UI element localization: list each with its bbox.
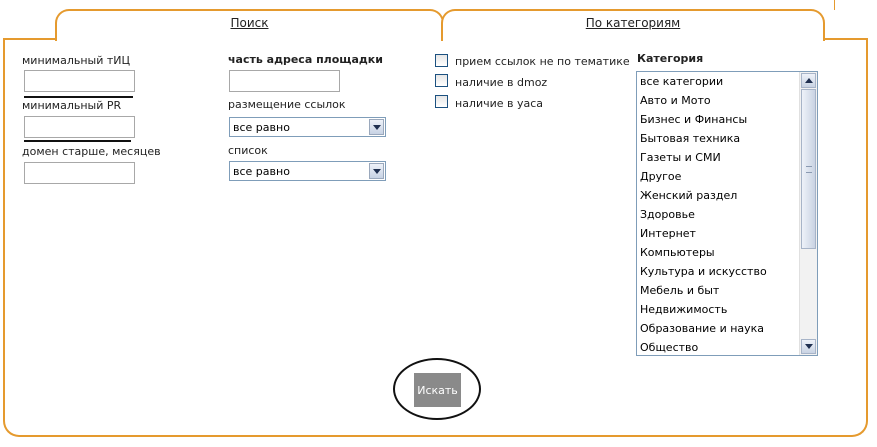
panel-border <box>3 38 57 40</box>
list-select[interactable] <box>229 161 386 181</box>
offtopic-links-label: прием ссылок не по тематике <box>455 55 630 68</box>
list-value: все равно <box>233 165 290 178</box>
chevron-down-icon[interactable] <box>369 119 384 135</box>
annotation-underline <box>24 140 131 142</box>
category-list-item[interactable]: Компьютеры <box>640 246 715 259</box>
grip-icon <box>806 166 812 173</box>
category-list-item[interactable]: Женский раздел <box>640 189 738 202</box>
site-address-label: часть адреса площадки <box>228 53 383 66</box>
tab-categories-label: По категориям <box>585 16 681 30</box>
chevron-down-icon[interactable] <box>369 163 384 179</box>
category-list-item[interactable]: Газеты и СМИ <box>640 151 721 164</box>
category-items <box>637 72 817 356</box>
tab-categories[interactable] <box>441 9 825 41</box>
yaca-label: наличие в yaca <box>455 97 544 110</box>
category-list-item[interactable]: Бизнес и Финансы <box>640 113 748 126</box>
category-list-item[interactable]: Мебель и быт <box>640 284 720 297</box>
category-title: Категория <box>637 52 704 65</box>
list-label: список <box>228 144 268 157</box>
scroll-up-icon[interactable] <box>801 73 816 88</box>
category-list-item[interactable]: Интернет <box>640 227 696 240</box>
link-placement-label: размещение ссылок <box>228 98 346 111</box>
category-list-item[interactable]: Другое <box>640 170 682 183</box>
link-placement-select[interactable] <box>229 117 386 137</box>
min-pr-label: минимальный PR <box>22 99 122 112</box>
link-placement-value: все равно <box>233 121 290 134</box>
category-list-item[interactable]: Авто и Мото <box>640 94 711 107</box>
site-address-input[interactable] <box>229 70 340 92</box>
category-list-item[interactable]: Недвижимость <box>640 303 728 316</box>
listbox-scrollbar[interactable] <box>799 72 817 355</box>
scrollbar-thumb[interactable] <box>801 89 816 249</box>
category-listbox[interactable] <box>636 71 818 356</box>
category-list-item[interactable]: Общество <box>640 341 699 354</box>
tab-search[interactable] <box>55 9 444 41</box>
search-button[interactable]: Искать <box>414 373 461 407</box>
scroll-down-icon[interactable] <box>801 339 816 354</box>
tab-search-label: Поиск <box>230 16 269 30</box>
category-list-item[interactable]: Культура и искусство <box>640 265 767 278</box>
category-list-item[interactable]: Образование и наука <box>640 322 765 335</box>
min-tic-input[interactable] <box>24 70 135 92</box>
category-list-item[interactable]: Здоровье <box>640 208 695 221</box>
category-list-item[interactable]: все категории <box>640 75 724 88</box>
min-tic-label: минимальный тИЦ <box>22 54 131 67</box>
yaca-checkbox[interactable] <box>435 95 448 108</box>
domain-age-input[interactable] <box>24 162 135 184</box>
domain-age-label: домен старше, месяцев <box>22 145 161 158</box>
dmoz-checkbox[interactable] <box>435 74 448 87</box>
dmoz-label: наличие в dmoz <box>455 76 548 89</box>
top-divider <box>834 0 835 10</box>
offtopic-links-checkbox[interactable] <box>435 54 448 67</box>
min-pr-input[interactable] <box>24 116 135 138</box>
panel-border <box>823 38 868 40</box>
annotation-underline <box>24 96 133 98</box>
category-list-item[interactable]: Бытовая техника <box>640 132 741 145</box>
